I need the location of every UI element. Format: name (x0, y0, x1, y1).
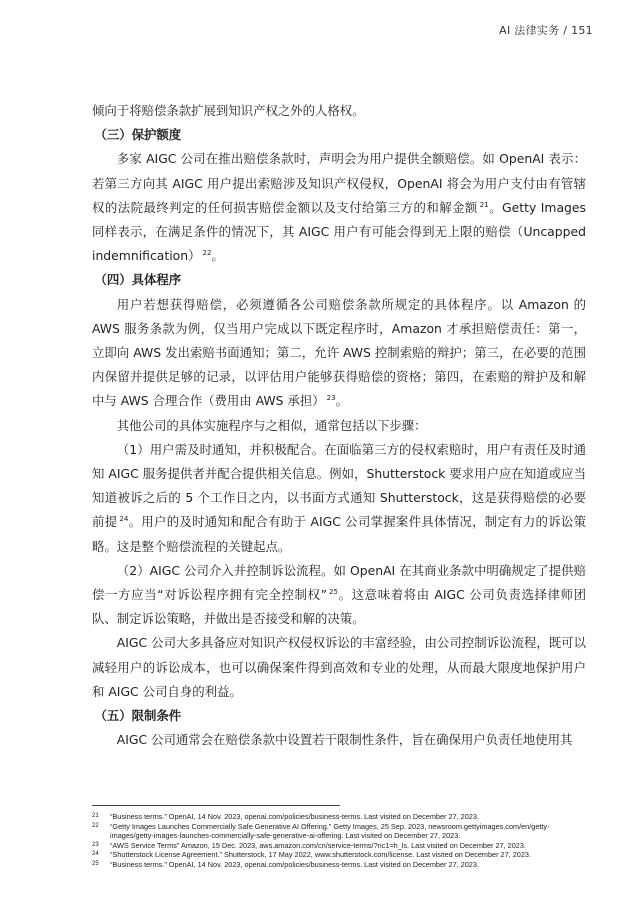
footnote-ref[interactable]: 22 (202, 249, 212, 258)
footnote-ref[interactable]: 25 (329, 588, 338, 597)
paragraph-text: 。 (335, 393, 348, 409)
running-header: AI 法律实务 / 151 (499, 24, 593, 37)
footnote-text: “Business terms.” OpenAI, 14 Nov. 2023, openai.com/policies/business-terms. Last visited on December 27, 2023. (110, 859, 479, 869)
footnote-item (92, 812, 590, 822)
footnote-item (92, 860, 590, 870)
footnote-number: 22 (92, 822, 99, 829)
section-heading-protection-amount: （三）保护额度 (94, 127, 182, 143)
paragraph-continuation: 倾向于将赔偿条款扩展到知识产权之外的人格权。 (92, 103, 365, 118)
paragraph-text: 。 (211, 248, 224, 264)
footnote-number: 25 (92, 860, 99, 867)
paragraph-text: 用户若想获得赔偿，必须遵循各公司赔偿条款所规定的具体程序。以 Amazon 的 AWS 服务条款为例，仅当用户完成以下既定程序时，Amazon 才承担赔偿责任：第一，立即向 AWS 发出索赔书面通知；第二，允许 AWS 控制索赔的辩护；第三，在必要的范围内保留并提供足够的记录，以评估用户能够获得赔偿的资格；第四，在索赔的辩护及和解中与 AWS 合理合作（费用由 AWS 承担） (92, 296, 586, 409)
paragraph-step-2 (92, 559, 586, 632)
paragraph-other-companies: 其他公司的具体实施程序与之相似，通常包括以下步骤： (116, 417, 427, 433)
footnote-item (92, 850, 590, 860)
paragraph-text: （1）用户需及时通知，并积极配合。在面临第三方的侵权索赔时，用户有责任及时通知 AIGC 服务提供者并配合提供相关信息。例如，Shutterstock 要求用户应在知道或应当知道被诉之后的 5 个工作日之内，以书面方式通知 Shutterstock，这是获得赔偿的必要前提 (92, 441, 586, 530)
paragraph-full-indemnity (92, 147, 586, 268)
paragraph-litigation-experience: AIGC 公司大多具备应对知识产权侵权诉讼的丰富经验，由公司控制诉讼流程，既可以减轻用户的诉讼成本，也可以确保案件得到高效和专业的处理，从而最大限度地保护用户和 AIGC 公司自身的利益。 (92, 635, 586, 699)
footnote-text: “Getty Images Launches Commercially Safe Generative AI Offering.” Getty Images, 25 Sep. 2023, newsroom.gettyimages.com/en/getty-images/getty-images-launches-commercially-safe-generative-ai-offering. Last visited on December 27, 2023. (110, 821, 550, 841)
footnote-divider (92, 805, 340, 806)
footnote-text: “Shutterstock License Agreement.” Shutterstock, 17 May 2022, www.shutterstock.com/license. Last visited on December 27, 2023. (110, 850, 531, 860)
footnote-ref[interactable]: 21 (479, 200, 489, 209)
paragraph-text: （2）AIGC 公司介入并控制诉讼流程。如 OpenAI 在其商业条款中明确规定了提供赔偿一方应当“对诉讼程序拥有完全控制权” (92, 562, 586, 603)
section-heading-procedure: （四）具体程序 (94, 272, 182, 288)
paragraph-text: 。Getty Images 同样表示，在满足条件的情况下，其 AIGC 用户有可能会得到无上限的赔偿（Uncapped indemnification） (92, 199, 586, 264)
body-text (92, 99, 586, 752)
footnote-text: “Business terms.” OpenAI, 14 Nov. 2023, openai.com/policies/business-terms. Last visited on December 27, 2023. (110, 812, 479, 821)
paragraph-text: 多家 AIGC 公司在推出赔偿条款时，声明会为用户提供全额赔偿。如 OpenAI 表示：若第三方向其 AIGC 用户提出索赔涉及知识产权侵权，OpenAI 将会为用户支付由有管辖权的法院最终判定的任何损害赔偿金额以及支付给第三方的和解金额 (92, 151, 586, 215)
footnote-number: 23 (92, 841, 99, 848)
footnote-item (92, 822, 590, 841)
footnote-text: “AWS Service Terms” Amazon, 15 Dec. 2023, aws.amazon.com/cn/service-terms/?nc1=h_ls. Last visited on December 27, 2023. (110, 840, 526, 850)
paragraph-aws-procedure (92, 293, 586, 414)
footnote-number: 21 (92, 813, 99, 819)
footnotes (92, 812, 590, 870)
section-heading-limitations: （五）限制条件 (94, 708, 182, 724)
footnote-ref[interactable]: 24 (119, 515, 129, 524)
paragraph-step-1 (92, 438, 586, 559)
paragraph-text: 。这意味着将由 AIGC 公司负责选择律师团队、制定诉讼策略，并做出是否接受和解的决策。 (92, 587, 587, 627)
footnote-number: 24 (92, 851, 99, 858)
footnote-item (92, 841, 590, 851)
footnote-ref[interactable]: 23 (326, 394, 336, 403)
paragraph-text: 。用户的及时通知和配合有助于 AIGC 公司掌握案件具体情况，制定有力的诉讼策略。这是整个赔偿流程的关键起点。 (92, 514, 587, 554)
paragraph-limitations: AIGC 公司通常会在赔偿条款中设置若干限制性条件，旨在确保用户负责任地使用其 (116, 732, 573, 748)
